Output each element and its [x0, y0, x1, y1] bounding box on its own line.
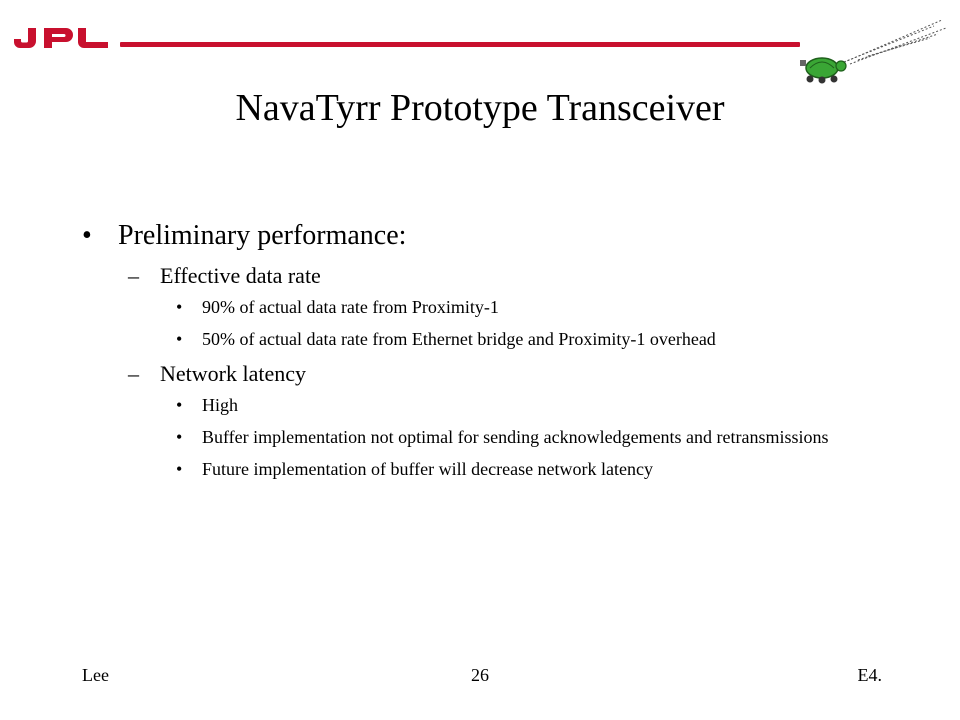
slide-title: NavaTyrr Prototype Transceiver — [235, 87, 725, 129]
signal-beam-icon — [838, 16, 948, 68]
list-item — [176, 458, 882, 480]
footer-page-number: 26 — [471, 665, 489, 685]
list-item — [176, 394, 882, 416]
turtle-rover-icon — [800, 52, 850, 84]
dash-marker: – — [128, 263, 139, 288]
list-item-text: High — [202, 395, 238, 415]
bullet-text: Preliminary performance: — [118, 220, 407, 251]
list-item — [176, 296, 882, 318]
slide-body — [82, 218, 882, 490]
bullet-dot: • — [176, 329, 183, 349]
list-item — [176, 328, 882, 350]
list-item — [176, 426, 882, 448]
list-item-text: 50% of actual data rate from Ethernet bridge and Proximity-1 overhead — [202, 329, 716, 349]
subheading-network-latency — [128, 360, 882, 388]
subheading-effective-data-rate — [128, 262, 882, 290]
list-item-text: 90% of actual data rate from Proximity-1 — [202, 297, 499, 317]
bullet-dot: • — [176, 427, 183, 447]
bullet-dot: • — [82, 220, 92, 251]
footer-author: Lee — [82, 665, 109, 685]
dash-marker: – — [128, 361, 139, 386]
bullet-dot: • — [176, 459, 183, 479]
jpl-logo — [14, 26, 110, 50]
header-rule — [120, 42, 800, 47]
list-item-text: Buffer implementation not optimal for sending acknowledgements and retransmissions — [202, 427, 829, 447]
bullet-dot: • — [176, 297, 183, 317]
list-item-text: Future implementation of buffer will decrease network latency — [202, 459, 654, 479]
subheading-text: Effective data rate — [160, 263, 321, 288]
bullet-dot: • — [176, 395, 183, 415]
subheading-text: Network latency — [160, 361, 306, 386]
footer-session: E4. — [857, 665, 882, 685]
bullet-preliminary-performance — [82, 218, 882, 254]
